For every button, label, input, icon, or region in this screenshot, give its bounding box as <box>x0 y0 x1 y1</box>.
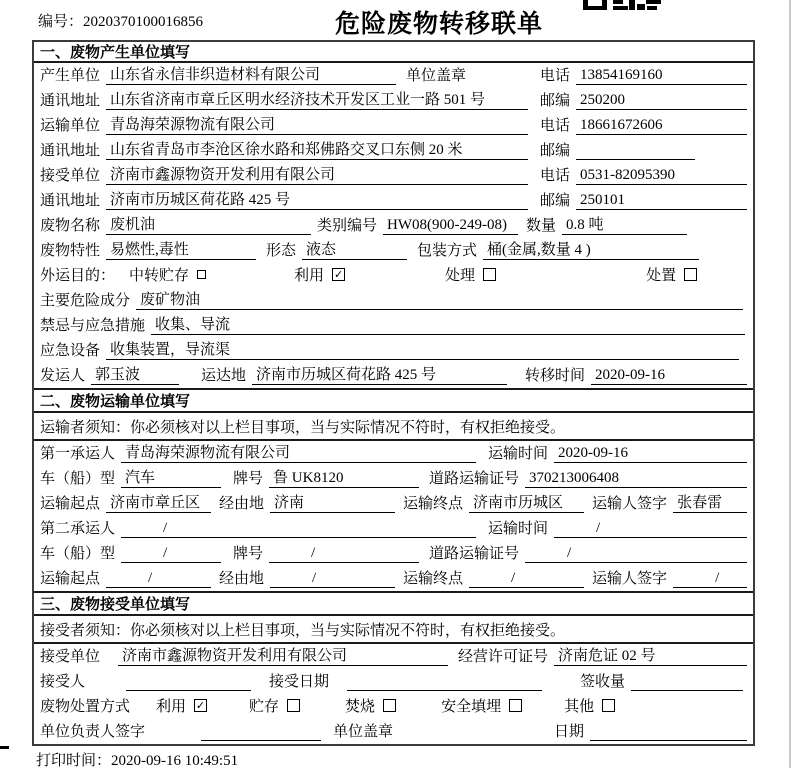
shipper-label: 发运人 <box>40 368 86 384</box>
producer-value: 山东省永信非织造材料有限公司 <box>106 63 396 85</box>
date-value <box>590 740 747 741</box>
date-label: 日期 <box>554 724 585 740</box>
vehicle2-label: 车（船）型 <box>40 546 116 562</box>
disposal-option-other <box>564 695 615 716</box>
time2-label: 运输时间 <box>488 521 549 537</box>
carrier1-label: 第一承运人 <box>40 446 116 462</box>
disposal-option-landfill <box>441 695 522 716</box>
purpose-option-use <box>294 264 345 285</box>
road2-value: / <box>525 545 747 563</box>
document-number-value: 2020370100016856 <box>83 14 204 30</box>
license-value: 济南危证 02 号 <box>554 644 747 666</box>
carrier2-label: 第二承运人 <box>40 521 116 537</box>
via1-label: 经由地 <box>219 496 265 512</box>
disposal-option-burn-label: 焚烧 <box>345 698 376 715</box>
taboo-label: 禁忌与应急措施 <box>40 318 146 334</box>
zip3-value: 250101 <box>576 192 747 210</box>
hazard-value: 废矿物油 <box>136 288 743 310</box>
time1-label: 运输时间 <box>488 446 549 462</box>
taboo-row <box>34 313 753 338</box>
form-label: 形态 <box>266 243 297 259</box>
plate2-label: 牌号 <box>233 546 264 562</box>
carrier1-value: 青岛海荣源物流有限公司 <box>121 441 476 463</box>
tel1-label: 电话 <box>540 68 571 84</box>
sign1-label: 运输人签字 <box>592 496 668 512</box>
checkbox-icon <box>383 699 396 712</box>
time2-value: / <box>554 520 747 538</box>
vehicle2-value: / <box>121 545 221 563</box>
purpose-option-dispose-label: 处置 <box>646 267 677 284</box>
receive-unit-label: 接受单位 <box>40 649 101 665</box>
equipment-value: 收集装置，导流渠 <box>106 338 739 360</box>
checked-checkbox-icon: ✓ <box>333 267 344 281</box>
purpose-option-dispose <box>646 264 697 285</box>
print-time-value: 2020-09-16 10:49:51 <box>111 753 239 769</box>
zip2-label: 邮编 <box>540 143 571 159</box>
receive-person-label: 接受人 <box>40 674 86 690</box>
receive-unit-value: 济南市鑫源物资开发利用有限公司 <box>118 644 448 666</box>
receive-person-value <box>126 690 251 691</box>
receive-qty-value <box>631 690 743 691</box>
section3-header: 三、废物接受单位填写 <box>34 591 753 616</box>
manifest-form <box>32 40 755 746</box>
plate1-label: 牌号 <box>233 471 264 487</box>
addr3-value: 济南市历城区荷花路 425 号 <box>106 188 528 210</box>
print-time-label: 打印时间： <box>36 753 112 769</box>
carrier2-row <box>34 516 753 541</box>
carrier1-row <box>34 441 753 466</box>
producer-label: 产生单位 <box>40 68 101 84</box>
form-value: 液态 <box>302 238 407 260</box>
addr3-label: 通讯地址 <box>40 193 101 209</box>
origin2-value: / <box>106 570 211 588</box>
receiver-notice-row <box>34 616 753 644</box>
qty-value: 0.8 吨 <box>562 213 687 235</box>
disposal-row <box>34 694 753 719</box>
purpose-option-transfer-label: 中转贮存 <box>129 267 190 284</box>
plate2-value: / <box>269 545 419 563</box>
document-number-label: 编号： <box>38 14 84 30</box>
vehicle1-value: 汽车 <box>121 466 221 488</box>
tel2-label: 电话 <box>540 118 571 134</box>
tel2-value: 18661672606 <box>576 117 747 135</box>
purpose-label: 外运目的： <box>40 267 116 284</box>
equipment-label: 应急设备 <box>40 343 101 359</box>
receiver-notice: 接受者须知：你必须核对以上栏目事项，当与实际情况不符时，有权拒绝接受。 <box>40 622 566 639</box>
origin1-label: 运输起点 <box>40 496 101 512</box>
plate1-value: 鲁 UK8120 <box>269 466 419 488</box>
transfer-time-value: 2020-09-16 <box>591 367 747 385</box>
origin1-row <box>34 491 753 516</box>
responsible-sign-row <box>34 719 753 744</box>
packing-label: 包装方式 <box>417 243 478 259</box>
transporter-notice: 运输者须知：你必须核对以上栏目事项，当与实际情况不符时，有权拒绝接受。 <box>40 419 566 436</box>
receiver-label: 接受单位 <box>40 168 101 184</box>
transporter-address-row <box>34 138 753 163</box>
end1-label: 运输终点 <box>403 496 464 512</box>
sign2-value: / <box>673 570 747 588</box>
character-label: 废物特性 <box>40 243 101 259</box>
page-edge-line <box>789 0 791 768</box>
disposal-option-use <box>156 695 207 716</box>
dest-value: 济南市历城区荷花路 425 号 <box>252 363 507 385</box>
purpose-option-treat <box>445 264 496 285</box>
checkbox-icon <box>684 268 697 281</box>
disposal-option-other-label: 其他 <box>564 698 595 715</box>
receiver-seal-label: 单位盖章 <box>333 724 394 740</box>
receiver-value: 济南市鑫源物资开发利用有限公司 <box>106 163 528 185</box>
receive-unit-row <box>34 644 753 669</box>
license-label: 经营许可证号 <box>458 649 549 665</box>
transfer-time-label: 转移时间 <box>525 368 586 384</box>
producer-row <box>34 63 753 88</box>
dest-label: 运达地 <box>201 368 247 384</box>
road1-label: 道路运输证号 <box>429 471 520 487</box>
page-title: 危险废物转移联单 <box>335 10 544 38</box>
tel1-value: 13854169160 <box>576 67 747 85</box>
purpose-option-use-label: 利用 <box>294 267 325 284</box>
document-number <box>38 10 203 31</box>
transporter-row <box>34 113 753 138</box>
zip1-label: 邮编 <box>540 93 571 109</box>
receive-date-label: 接受日期 <box>269 674 330 690</box>
checkbox-icon <box>509 699 522 712</box>
end1-value: 济南市历城区 <box>469 491 584 513</box>
section1-header: 一、废物产生单位填写 <box>34 42 753 63</box>
addr2-label: 通讯地址 <box>40 143 101 159</box>
zip1-value: 250200 <box>576 92 747 110</box>
packing-value: 桶(金属,数量 4 ) <box>483 238 699 260</box>
waste-name-label: 废物名称 <box>40 218 101 234</box>
addr2-value: 山东省青岛市李沧区徐水路和郑佛路交叉口东侧 20 米 <box>106 138 528 160</box>
tel3-value: 0531-82095390 <box>576 167 747 185</box>
purpose-option-treat-label: 处理 <box>445 267 476 284</box>
disposal-label: 废物处置方式 <box>40 698 131 715</box>
equipment-row <box>34 338 753 363</box>
scan-artifact <box>0 746 9 749</box>
section2-header: 二、废物运输单位填写 <box>34 388 753 413</box>
receiver-address-row <box>34 188 753 213</box>
origin2-label: 运输起点 <box>40 571 101 587</box>
disposal-option-landfill-label: 安全填埋 <box>441 698 502 715</box>
disposal-option-store <box>249 695 300 716</box>
checkbox-icon <box>602 699 615 712</box>
transporter-label: 运输单位 <box>40 118 101 134</box>
checkbox-icon <box>483 268 496 281</box>
hazard-label: 主要危险成分 <box>40 293 131 309</box>
waste-name-row <box>34 213 753 238</box>
time1-value: 2020-09-16 <box>554 445 747 463</box>
purpose-row <box>34 263 753 288</box>
responsible-sign-label: 单位负责人签字 <box>40 724 146 740</box>
checkbox-icon <box>287 699 300 712</box>
print-time <box>36 749 238 770</box>
hazard-row <box>34 288 753 313</box>
checkbox-icon <box>197 270 206 279</box>
transporter-notice-row <box>34 413 753 441</box>
unit-seal-label: 单位盖章 <box>406 68 467 84</box>
category-value: HW08(900-249-08) <box>383 217 518 235</box>
shipper-row <box>34 363 753 388</box>
via2-value: / <box>270 570 395 588</box>
end2-value: / <box>469 570 584 588</box>
disposal-option-burn <box>345 695 396 716</box>
vehicle1-row <box>34 466 753 491</box>
end2-label: 运输终点 <box>403 571 464 587</box>
qty-label: 数量 <box>526 218 557 234</box>
taboo-value: 收集、导流 <box>151 313 745 335</box>
receiver-row <box>34 163 753 188</box>
shipper-value: 郭玉波 <box>91 363 179 385</box>
receive-date-value <box>347 690 542 691</box>
receive-person-row <box>34 669 753 694</box>
character-value: 易燃性,毒性 <box>106 238 256 260</box>
road2-label: 道路运输证号 <box>429 546 520 562</box>
receive-qty-label: 签收量 <box>580 674 626 690</box>
origin1-value: 济南市章丘区 <box>106 491 211 513</box>
addr1-value: 山东省济南市章丘区明水经济技术开发区工业一路 501 号 <box>106 88 528 110</box>
waste-name-value: 废机油 <box>106 213 311 235</box>
addr1-label: 通讯地址 <box>40 93 101 109</box>
origin2-row <box>34 566 753 591</box>
disposal-option-store-label: 贮存 <box>249 698 280 715</box>
responsible-sign-value <box>201 740 321 741</box>
tel3-label: 电话 <box>540 168 571 184</box>
producer-address-row <box>34 88 753 113</box>
zip3-label: 邮编 <box>540 193 571 209</box>
sign2-label: 运输人签字 <box>592 571 668 587</box>
sign1-value: 张春雷 <box>673 491 747 513</box>
transporter-value: 青岛海荣源物流有限公司 <box>106 113 528 135</box>
via1-value: 济南 <box>270 491 395 513</box>
purpose-option-transfer <box>129 264 206 285</box>
waste-character-row <box>34 238 753 263</box>
via2-label: 经由地 <box>219 571 265 587</box>
category-label: 类别编号 <box>317 218 378 234</box>
disposal-option-use-label: 利用 <box>156 698 187 715</box>
vehicle1-label: 车（船）型 <box>40 471 116 487</box>
zip2-value <box>576 159 695 160</box>
carrier2-value: / <box>121 520 476 538</box>
road1-value: 370213006408 <box>525 470 747 488</box>
vehicle2-row <box>34 541 753 566</box>
checked-checkbox-icon: ✓ <box>195 698 206 712</box>
qr-code-icon <box>583 0 661 10</box>
